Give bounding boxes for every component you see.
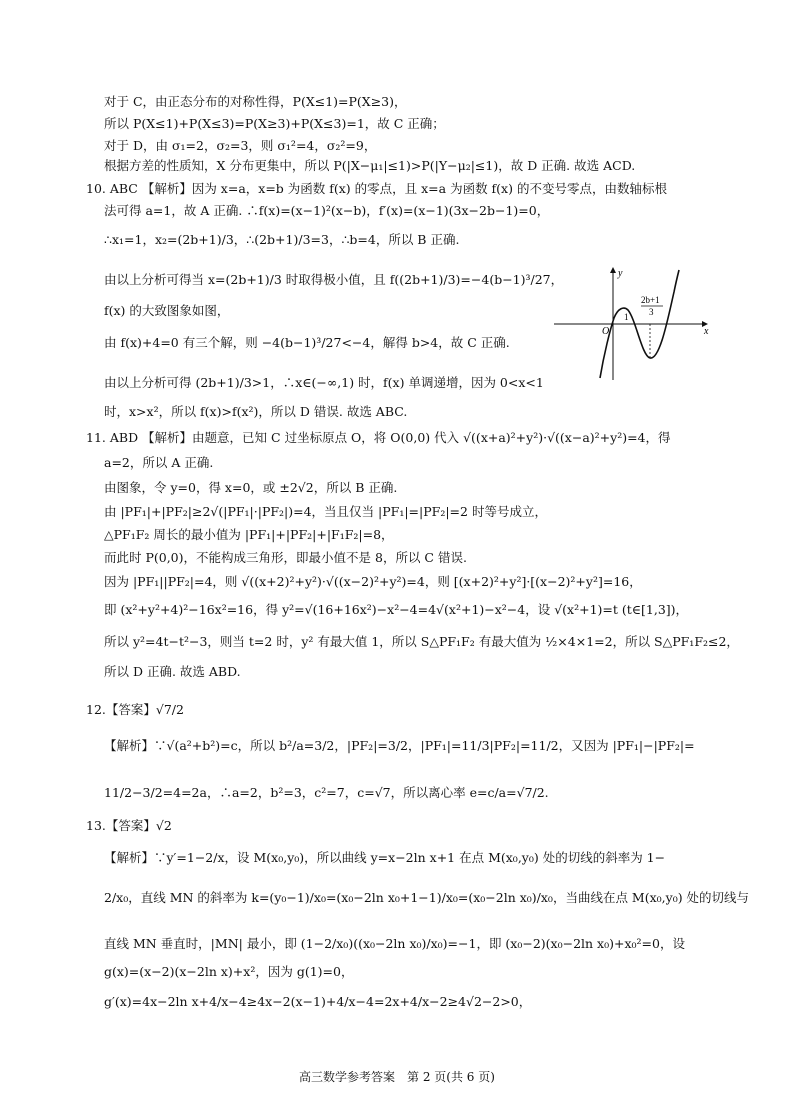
fraction-numerator: 2b+1 [641, 295, 660, 305]
text-line: g′(x)=4x−2ln x+4/x−4≥4x−2(x−1)+4/x−4=2x+4/x−2≥4√2−2>0， [104, 994, 532, 1009]
text-line: 对于 D，由 σ₁=2，σ₂=3，则 σ₁²=4，σ₂²=9， [104, 138, 377, 153]
text-line: 所以 D 正确. 故选 ABD. [104, 664, 241, 679]
text-line: 直线 MN 垂直时，|MN| 最小，即 (1−2/x₀)((x₀−2ln x₀)/x₀)=−1，即 (x₀−2)(x₀−2ln x₀)+x₀²=0，设 [104, 936, 685, 951]
text-line: 时，x>x²，所以 f(x)>f(x²)，所以 D 错误. 故选 ABC. [104, 404, 408, 419]
y-axis-label: y [618, 268, 623, 279]
text-line: 法可得 a=1，故 A 正确. ∴f(x)=(x−1)²(x−b)，f′(x)=(x−1)(3x−2b−1)=0， [104, 203, 550, 218]
text-line: △PF₁F₂ 周长的最小值为 |PF₁|+|PF₂|+|F₁F₂|=8， [104, 527, 394, 542]
text-line: 由以上分析可得 (2b+1)/3>1，∴x∈(−∞,1) 时，f(x) 单调递增，因为 0<x<1 [104, 375, 544, 390]
x-axis-label: x [704, 326, 709, 337]
text-line: 12.【答案】√7/2 [86, 702, 184, 717]
one-label: 1 [624, 312, 629, 322]
text-line: 11/2−3/2=4=2a，∴a=2，b²=3，c²=7，c=√7，所以离心率 e=c/a=√7/2. [104, 785, 549, 800]
page-footer: 高三数学参考答案 第 2 页(共 6 页) [299, 1070, 495, 1084]
function-graph [552, 262, 712, 382]
text-line: 2/x₀，直线 MN 的斜率为 k=(y₀−1)/x₀=(x₀−2ln x₀+1−1)/x₀=(x₀−2ln x₀)/x₀，当曲线在点 M(x₀,y₀) 处的切线与 [104, 890, 750, 905]
text-line: 13.【答案】√2 [86, 818, 172, 833]
text-line: 由图象，令 y=0，得 x=0，或 ±2√2，所以 B 正确. [104, 480, 398, 495]
text-line: 即 (x²+y²+4)²−16x²=16，得 y²=√(16+16x²)−x²−4=4√(x²+1)−x²−4，设 √(x²+1)=t (t∈[1,3])， [104, 602, 689, 617]
text-line: 而此时 P(0,0)，不能构成三角形，即最小值不是 8，所以 C 错误. [104, 550, 467, 565]
text-line: 对于 C，由正态分布的对称性得，P(X≤1)=P(X≥3)， [104, 94, 407, 109]
text-line: a=2，所以 A 正确. [104, 455, 214, 470]
text-line: ∴x₁=1，x₂=(2b+1)/3，∴(2b+1)/3=3，∴b=4，所以 B 正确. [104, 232, 460, 247]
text-line: 10. ABC 【解析】因为 x=a，x=b 为函数 f(x) 的零点，且 x=a 为函数 f(x) 的不变号零点，由数轴标根 [86, 181, 667, 196]
text-line: 所以 P(X≤1)+P(X≤3)=P(X≥3)+P(X≤3)=1，故 C 正确； [104, 116, 445, 131]
text-line: 由 f(x)+4=0 有三个解，则 −4(b−1)³/27<−4，解得 b>4，故 C 正确. [104, 335, 510, 350]
text-line: 11. ABD 【解析】由题意，已知 C 过坐标原点 O，将 O(0,0) 代入 √((x+a)²+y²)·√((x−a)²+y²)=4，得 [86, 430, 671, 445]
text-line: g(x)=(x−2)(x−2ln x)+x²，因为 g(1)=0， [104, 964, 354, 979]
fraction-denominator: 3 [649, 307, 654, 317]
text-line: 由以上分析可得当 x=(2b+1)/3 时取得极小值，且 f((2b+1)/3)=−4(b−1)³/27， [104, 272, 564, 287]
origin-label: O [602, 326, 610, 337]
text-line: 因为 |PF₁||PF₂|=4，则 √((x+2)²+y²)·√((x−2)²+y²)=4，则 [(x+2)²+y²]·[(x−2)²+y²]=16， [104, 574, 642, 589]
text-line: 所以 y²=4t−t²−3，则当 t=2 时，y² 有最大值 1，所以 S△PF₁F₂ 有最大值为 ½×4×1=2，所以 S△PF₁F₂≤2， [104, 634, 739, 649]
text-line: 由 |PF₁|+|PF₂|≥2√(|PF₁|·|PF₂|)=4，当且仅当 |PF₁|=|PF₂|=2 时等号成立， [104, 504, 547, 519]
text-line: 【解析】∵y′=1−2/x，设 M(x₀,y₀)，所以曲线 y=x−2ln x+1 在点 M(x₀,y₀) 处的切线的斜率为 1− [104, 850, 666, 865]
text-line: f(x) 的大致图象如图， [104, 303, 230, 318]
text-line: 【解析】∵√(a²+b²)=c，所以 b²/a=3/2，|PF₂|=3/2，|PF₁|=11/3|PF₂|=11/2，又因为 |PF₁|−|PF₂|= [104, 738, 695, 753]
text-line: 根据方差的性质知，X 分布更集中，所以 P(|X−μ₁|≤1)>P(|Y−μ₂|≤1)，故 D 正确. 故选 ACD. [104, 158, 636, 173]
